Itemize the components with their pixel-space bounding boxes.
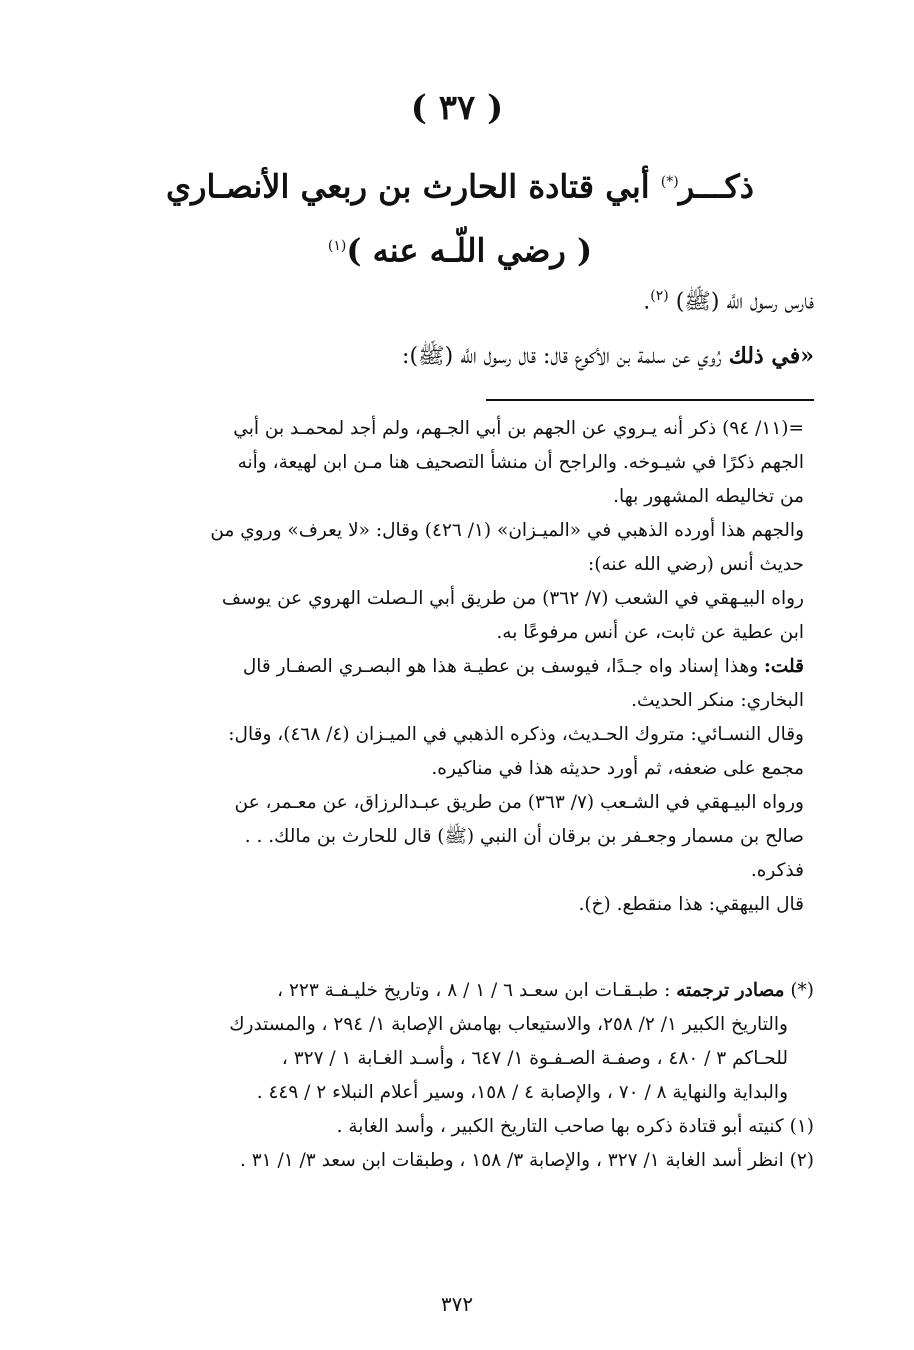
- footnote-line: حديث أنس (رضي الله عنه):: [588, 554, 804, 575]
- footnote-continuation: [94, 412, 804, 922]
- footnote-line: =(١١/ ٩٤) ذكر أنه يـروي عن الجهم بن أبي الجـهم، ولم أجد لمحمـد بن أبي: [233, 418, 804, 439]
- footnote-line: فذكره.: [750, 860, 804, 881]
- footnote-line: رواه البيـهقي في الشعب (٧/ ٣٦٢) من طريق أبي الـصلت الهروي عن يوسف: [221, 588, 804, 609]
- sources-marker: (*): [790, 980, 814, 1001]
- body-line-1: [94, 278, 814, 320]
- footnote-line: ابن عطية عن ثابت، عن أنس مرفوعًا به.: [496, 622, 804, 643]
- sources-label: مصادر ترجمته: [676, 980, 785, 1001]
- chapter-subtitle: [90, 222, 830, 275]
- qult-label: قلت:: [764, 656, 804, 677]
- body-line-1-end: .: [643, 289, 651, 315]
- subtitle-note: (١): [327, 238, 347, 254]
- page-number: ٣٧٢: [440, 1292, 474, 1316]
- note-2: (٢) انظر أسد الغابة ١/ ٣٢٧ ، والإصابة ٣/ ١٥٨ ، وطبقات ابن سعد ٣/ ١/ ٣١ .: [239, 1150, 814, 1171]
- body-line-2-text: رُوي عن سلمة بن الأكوع قال: قال رسول اللَّه (ﷺ):: [402, 344, 722, 369]
- body-line-1-note: (٢): [650, 288, 669, 304]
- footnote-line: البخاري: منكر الحديث.: [631, 690, 804, 711]
- footnote-line: ورواه البيـهقي في الشـعب (٧/ ٣٦٣) من طريق عبـدالرزاق، عن معـمر، عن: [234, 792, 804, 813]
- title-name: أبي قتادة الحارث بن ربعي الأنصـاري: [165, 167, 650, 206]
- footnote-line: والجهم هذا أورده الذهبي في «الميـزان» (١/ ٤٢٦) وقال: «لا يعرف» وروي من: [210, 520, 804, 541]
- body-line-2: [94, 338, 814, 375]
- footnote-separator: [486, 399, 814, 401]
- sources-line-first: [94, 974, 814, 1008]
- footnote-line: صالح بن مسمار وجعـفر بن برقان أن النبي (ﷺ) قال للحارث بن مالك. . .: [244, 826, 804, 847]
- footnote-line: قال البيهقي: هذا منقطع. (خ).: [578, 894, 804, 915]
- body-line-2-bold: «في ذلك: [728, 343, 814, 369]
- chapter-title: [90, 158, 830, 211]
- body-line-1-text: فارس رسول اللَّه (ﷺ): [675, 289, 814, 315]
- footnote-line: الجهم ذكرًا في شيـوخه. والراجح أن منشأ التصحيف هنا مـن ابن لهيعة، وأنه: [237, 452, 804, 473]
- footnote-line: وقال النسـائي: متروك الحـديث، وذكره الذهبي في الميـزان (٤/ ٤٦٨)، وقال:: [228, 724, 804, 745]
- subtitle-text: ( رضي اللّـه عنه ): [346, 231, 593, 270]
- sources-text: : طبـقـات ابن سعـد ٦ / ١ / ٨ ، وتاريخ خليـفـة ٢٢٣ ،: [277, 980, 671, 1001]
- sources-line: والبداية والنهاية ٨ / ٧٠ ، والإصابة ٤ / ١٥٨، وسير أعلام النبلاء ٢ / ٤٤٩ .: [256, 1082, 788, 1103]
- chapter-number: ( ٣٧ ): [410, 88, 504, 128]
- sources-line: للحـاكم ٣ / ٤٨٠ ، وصفـة الصـفـوة ١/ ٦٤٧ ، وأسـد الغـابة ١ / ٣٢٧ ،: [281, 1048, 788, 1069]
- footnote-line: من تخاليطه المشهور بها.: [613, 486, 804, 507]
- footnote-line: مجمع على ضعفه، ثم أورد حديثه هذا في مناكيره.: [431, 758, 804, 779]
- qult-text: وهذا إسناد واه جـدًا، فيوسف بن عطيـة هذا هو البصـري الصفـار قال: [242, 656, 759, 677]
- sources-line: والتاريخ الكبير ١/ ٢/ ٢٥٨، والاستيعاب بهامش الإصابة ١/ ٢٩٤ ، والمستدرك: [229, 1014, 788, 1035]
- title-star-note: (*): [660, 174, 679, 190]
- note-1: (١) كنيته أبو قتادة ذكره بها صاحب التاريخ الكبير ، وأسد الغابة .: [336, 1116, 814, 1137]
- title-dhikr: ذكـــر: [678, 167, 754, 206]
- sources-block: [94, 974, 814, 1178]
- footnote-line-qult: [94, 650, 804, 684]
